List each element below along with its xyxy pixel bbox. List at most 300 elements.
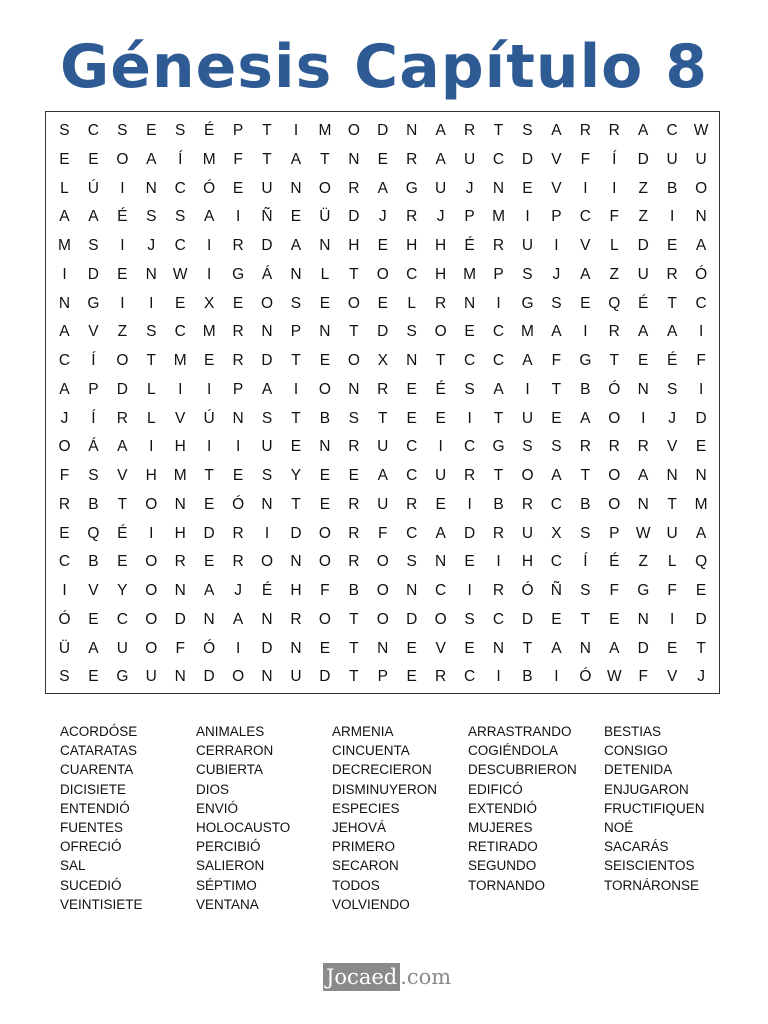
grid-letter[interactable]: N bbox=[348, 380, 360, 398]
grid-letter[interactable]: I bbox=[149, 438, 154, 456]
grid-letter[interactable]: E bbox=[175, 294, 186, 312]
grid-letter[interactable]: N bbox=[319, 323, 331, 341]
grid-letter[interactable]: S bbox=[261, 467, 273, 484]
grid-letter[interactable]: É bbox=[609, 553, 620, 571]
grid-letter[interactable]: B bbox=[522, 668, 533, 686]
grid-letter[interactable]: H bbox=[290, 582, 302, 599]
grid-letter[interactable]: P bbox=[493, 265, 504, 283]
grid-letter[interactable]: W bbox=[606, 668, 622, 686]
grid-letter[interactable]: C bbox=[174, 237, 186, 254]
grid-letter[interactable]: C bbox=[174, 323, 186, 341]
grid-letter[interactable]: D bbox=[203, 668, 215, 686]
grid-letter[interactable]: J bbox=[378, 208, 387, 226]
grid-letter[interactable]: E bbox=[59, 524, 70, 542]
grid-letter[interactable]: U bbox=[435, 179, 447, 197]
grid-letter[interactable]: N bbox=[637, 495, 649, 513]
grid-letter[interactable]: R bbox=[579, 438, 591, 456]
grid-letter[interactable]: E bbox=[406, 639, 417, 657]
grid-letter[interactable]: T bbox=[262, 122, 272, 139]
grid-letter[interactable]: A bbox=[551, 467, 562, 484]
grid-letter[interactable]: I bbox=[120, 237, 125, 254]
grid-letter[interactable]: B bbox=[88, 553, 99, 571]
grid-letter[interactable]: W bbox=[635, 524, 651, 542]
grid-letter[interactable]: A bbox=[435, 150, 446, 168]
grid-letter[interactable]: P bbox=[290, 323, 302, 341]
grid-letter[interactable]: T bbox=[320, 150, 330, 168]
grid-letter[interactable]: H bbox=[348, 237, 360, 254]
grid-letter[interactable]: V bbox=[88, 582, 99, 599]
grid-letter[interactable]: O bbox=[347, 352, 360, 369]
grid-letter[interactable]: T bbox=[435, 352, 446, 369]
grid-letter[interactable]: R bbox=[406, 495, 418, 513]
grid-letter[interactable]: F bbox=[696, 352, 706, 369]
grid-letter[interactable]: Ó bbox=[232, 495, 245, 513]
grid-letter[interactable]: C bbox=[406, 524, 418, 542]
grid-letter[interactable]: C bbox=[550, 495, 562, 513]
grid-letter[interactable]: V bbox=[551, 150, 562, 168]
grid-letter[interactable]: E bbox=[319, 639, 331, 657]
grid-letter[interactable]: N bbox=[348, 150, 360, 168]
grid-letter[interactable]: J bbox=[697, 668, 705, 686]
grid-letter[interactable]: B bbox=[88, 495, 99, 513]
grid-letter[interactable]: O bbox=[145, 495, 158, 513]
grid-letter[interactable]: I bbox=[525, 380, 530, 398]
grid-letter[interactable]: G bbox=[492, 438, 505, 456]
grid-letter[interactable]: E bbox=[203, 553, 215, 571]
grid-letter[interactable]: R bbox=[348, 553, 360, 571]
grid-letter[interactable]: H bbox=[521, 553, 534, 571]
grid-letter[interactable]: N bbox=[377, 639, 389, 657]
grid-letter[interactable]: O bbox=[145, 610, 158, 628]
grid-letter[interactable]: O bbox=[608, 495, 621, 513]
grid-letter[interactable]: T bbox=[493, 409, 504, 427]
grid-letter[interactable]: V bbox=[551, 179, 562, 197]
grid-letter[interactable]: I bbox=[235, 438, 241, 456]
grid-letter[interactable]: T bbox=[609, 352, 620, 369]
grid-letter[interactable]: V bbox=[175, 409, 186, 427]
grid-letter[interactable]: O bbox=[376, 610, 389, 628]
grid-letter[interactable]: F bbox=[59, 467, 70, 484]
grid-letter[interactable]: E bbox=[348, 467, 360, 484]
grid-letter[interactable]: C bbox=[550, 553, 562, 571]
grid-letter[interactable]: F bbox=[175, 639, 185, 657]
grid-letter[interactable]: D bbox=[174, 610, 186, 628]
grid-letter[interactable]: M bbox=[694, 495, 708, 513]
grid-letter[interactable]: F bbox=[667, 582, 677, 599]
grid-letter[interactable]: I bbox=[207, 237, 212, 254]
grid-letter[interactable]: D bbox=[348, 208, 360, 226]
grid-letter[interactable]: X bbox=[551, 524, 562, 542]
grid-letter[interactable]: A bbox=[522, 352, 533, 369]
grid-letter[interactable]: E bbox=[522, 179, 533, 197]
grid-letter[interactable]: É bbox=[117, 524, 128, 542]
grid-letter[interactable]: S bbox=[290, 294, 302, 312]
grid-letter[interactable]: U bbox=[695, 150, 707, 168]
grid-letter[interactable]: A bbox=[203, 582, 215, 599]
grid-letter[interactable]: U bbox=[290, 668, 302, 686]
grid-letter[interactable]: E bbox=[666, 639, 678, 657]
grid-letter[interactable]: N bbox=[492, 179, 505, 197]
grid-letter[interactable]: I bbox=[62, 265, 67, 283]
grid-letter[interactable]: N bbox=[261, 668, 273, 686]
grid-letter[interactable]: A bbox=[88, 208, 99, 226]
grid-letter[interactable]: X bbox=[203, 294, 215, 312]
grid-letter[interactable]: R bbox=[348, 179, 360, 197]
grid-letter[interactable]: C bbox=[406, 438, 418, 456]
grid-letter[interactable]: É bbox=[261, 582, 273, 599]
grid-letter[interactable]: E bbox=[406, 409, 417, 427]
grid-letter[interactable]: Í bbox=[178, 150, 183, 168]
grid-letter[interactable]: A bbox=[435, 524, 446, 542]
grid-letter[interactable]: É bbox=[117, 208, 128, 226]
grid-letter[interactable]: T bbox=[696, 639, 706, 657]
grid-letter[interactable]: R bbox=[608, 323, 620, 341]
grid-letter[interactable]: C bbox=[492, 610, 505, 628]
grid-letter[interactable]: F bbox=[638, 668, 648, 686]
grid-letter[interactable]: Q bbox=[695, 553, 708, 571]
grid-letter[interactable]: I bbox=[554, 237, 559, 254]
grid-letter[interactable]: S bbox=[464, 610, 475, 628]
grid-letter[interactable]: Ú bbox=[87, 179, 99, 197]
grid-letter[interactable]: I bbox=[467, 582, 472, 599]
grid-letter[interactable]: G bbox=[87, 294, 100, 312]
grid-letter[interactable]: U bbox=[261, 438, 273, 456]
grid-letter[interactable]: M bbox=[202, 150, 216, 168]
grid-letter[interactable]: I bbox=[207, 380, 212, 398]
grid-letter[interactable]: T bbox=[551, 380, 562, 398]
grid-letter[interactable]: R bbox=[435, 294, 447, 312]
grid-letter[interactable]: O bbox=[145, 582, 158, 599]
grid-letter[interactable]: D bbox=[290, 524, 302, 542]
grid-letter[interactable]: S bbox=[406, 553, 417, 571]
grid-letter[interactable]: A bbox=[59, 323, 70, 341]
grid-letter[interactable]: D bbox=[463, 524, 476, 542]
grid-letter[interactable]: N bbox=[406, 582, 418, 599]
grid-letter[interactable]: O bbox=[318, 553, 331, 571]
grid-letter[interactable]: S bbox=[666, 380, 678, 398]
grid-letter[interactable]: R bbox=[492, 237, 505, 254]
grid-letter[interactable]: A bbox=[695, 524, 707, 542]
grid-letter[interactable]: R bbox=[116, 409, 128, 427]
grid-letter[interactable]: A bbox=[580, 409, 591, 427]
grid-letter[interactable]: N bbox=[695, 467, 707, 484]
grid-letter[interactable]: E bbox=[377, 237, 388, 254]
grid-letter[interactable]: G bbox=[232, 265, 245, 283]
grid-letter[interactable]: E bbox=[203, 352, 215, 369]
grid-letter[interactable]: E bbox=[319, 495, 331, 513]
grid-letter[interactable]: T bbox=[522, 639, 533, 657]
grid-letter[interactable]: D bbox=[695, 409, 707, 427]
grid-letter[interactable]: T bbox=[117, 495, 128, 513]
grid-letter[interactable]: B bbox=[580, 495, 591, 513]
grid-letter[interactable]: Í bbox=[91, 352, 96, 369]
grid-letter[interactable]: Á bbox=[261, 265, 273, 283]
grid-letter[interactable]: Y bbox=[290, 467, 302, 484]
grid-letter[interactable]: Ó bbox=[203, 179, 216, 197]
grid-letter[interactable]: O bbox=[376, 582, 389, 599]
grid-letter[interactable]: N bbox=[261, 495, 273, 513]
grid-letter[interactable]: U bbox=[521, 237, 534, 254]
grid-letter[interactable]: A bbox=[551, 639, 562, 657]
grid-letter[interactable]: E bbox=[666, 237, 678, 254]
grid-letter[interactable]: N bbox=[695, 208, 707, 226]
grid-letter[interactable]: N bbox=[637, 380, 649, 398]
grid-letter[interactable]: S bbox=[88, 467, 99, 484]
grid-letter[interactable]: L bbox=[60, 179, 69, 197]
grid-letter[interactable]: Z bbox=[609, 265, 620, 283]
grid-letter[interactable]: D bbox=[695, 610, 707, 628]
grid-letter[interactable]: O bbox=[232, 668, 245, 686]
grid-letter[interactable]: Ó bbox=[608, 380, 621, 398]
grid-letter[interactable]: A bbox=[551, 323, 562, 341]
grid-letter[interactable]: H bbox=[145, 467, 157, 484]
grid-letter[interactable]: Ñ bbox=[550, 582, 562, 599]
grid-letter[interactable]: Z bbox=[117, 323, 128, 341]
grid-letter[interactable]: D bbox=[261, 352, 273, 369]
grid-letter[interactable]: N bbox=[174, 582, 186, 599]
grid-letter[interactable]: E bbox=[695, 582, 707, 599]
grid-letter[interactable]: I bbox=[496, 294, 501, 312]
grid-letter[interactable]: I bbox=[207, 265, 212, 283]
grid-letter[interactable]: Ó bbox=[58, 610, 71, 628]
grid-letter[interactable]: P bbox=[232, 380, 244, 398]
grid-letter[interactable]: R bbox=[58, 495, 71, 513]
grid-letter[interactable]: A bbox=[580, 265, 591, 283]
grid-letter[interactable]: M bbox=[202, 323, 216, 341]
grid-letter[interactable]: E bbox=[435, 495, 446, 513]
grid-letter[interactable]: D bbox=[319, 668, 331, 686]
grid-letter[interactable]: O bbox=[116, 352, 129, 369]
grid-letter[interactable]: N bbox=[319, 438, 331, 456]
grid-letter[interactable]: C bbox=[58, 352, 71, 369]
grid-letter[interactable]: R bbox=[463, 122, 476, 139]
grid-letter[interactable]: S bbox=[348, 409, 360, 427]
grid-letter[interactable]: R bbox=[348, 495, 360, 513]
grid-letter[interactable]: A bbox=[551, 122, 562, 139]
grid-letter[interactable]: D bbox=[261, 237, 273, 254]
grid-letter[interactable]: S bbox=[175, 122, 186, 139]
grid-letter[interactable]: S bbox=[551, 294, 562, 312]
grid-letter[interactable]: R bbox=[232, 323, 244, 341]
grid-letter[interactable]: R bbox=[492, 582, 505, 599]
grid-letter[interactable]: Q bbox=[608, 294, 621, 312]
grid-letter[interactable]: O bbox=[695, 179, 708, 197]
grid-letter[interactable]: R bbox=[232, 237, 244, 254]
grid-letter[interactable]: W bbox=[693, 122, 709, 139]
grid-letter[interactable]: A bbox=[117, 438, 128, 456]
grid-letter[interactable]: E bbox=[232, 294, 244, 312]
grid-letter[interactable]: E bbox=[464, 323, 475, 341]
grid-letter[interactable]: É bbox=[638, 294, 649, 312]
grid-letter[interactable]: T bbox=[146, 352, 157, 369]
grid-letter[interactable]: Í bbox=[91, 409, 96, 427]
grid-letter[interactable]: O bbox=[318, 179, 331, 197]
grid-letter[interactable]: L bbox=[146, 380, 156, 398]
grid-letter[interactable]: I bbox=[554, 668, 559, 686]
grid-letter[interactable]: N bbox=[290, 553, 302, 571]
grid-letter[interactable]: J bbox=[234, 582, 242, 599]
grid-letter[interactable]: E bbox=[290, 208, 302, 226]
site-logo[interactable] bbox=[323, 962, 451, 992]
grid-letter[interactable]: E bbox=[290, 438, 302, 456]
grid-letter[interactable]: V bbox=[117, 467, 128, 484]
grid-letter[interactable]: U bbox=[521, 524, 534, 542]
grid-letter[interactable]: R bbox=[348, 438, 360, 456]
grid-letter[interactable]: C bbox=[174, 179, 186, 197]
grid-letter[interactable]: E bbox=[464, 553, 475, 571]
grid-letter[interactable]: M bbox=[173, 352, 187, 369]
grid-letter[interactable]: E bbox=[464, 639, 475, 657]
grid-letter[interactable]: I bbox=[120, 179, 125, 197]
grid-letter[interactable]: E bbox=[203, 495, 215, 513]
grid-letter[interactable]: Í bbox=[612, 150, 617, 168]
grid-letter[interactable]: S bbox=[88, 237, 99, 254]
grid-letter[interactable]: I bbox=[149, 294, 154, 312]
grid-letter[interactable]: A bbox=[203, 208, 215, 226]
grid-letter[interactable]: A bbox=[290, 237, 302, 254]
grid-letter[interactable]: A bbox=[666, 323, 678, 341]
grid-letter[interactable]: G bbox=[637, 582, 650, 599]
grid-letter[interactable]: T bbox=[291, 352, 301, 369]
grid-letter[interactable]: I bbox=[235, 639, 241, 657]
grid-letter[interactable]: U bbox=[666, 150, 678, 168]
grid-letter[interactable]: R bbox=[521, 495, 534, 513]
grid-letter[interactable]: S bbox=[522, 122, 533, 139]
grid-letter[interactable]: M bbox=[58, 237, 71, 254]
grid-letter[interactable]: R bbox=[348, 524, 360, 542]
grid-letter[interactable]: V bbox=[666, 438, 678, 456]
grid-letter[interactable]: N bbox=[203, 610, 215, 628]
grid-letter[interactable]: R bbox=[608, 438, 620, 456]
grid-letter[interactable]: F bbox=[551, 352, 562, 369]
grid-letter[interactable]: H bbox=[174, 438, 186, 456]
grid-letter[interactable]: U bbox=[637, 265, 649, 283]
grid-letter[interactable]: D bbox=[637, 237, 649, 254]
grid-letter[interactable]: A bbox=[377, 467, 388, 484]
grid-letter[interactable]: A bbox=[290, 150, 302, 168]
grid-letter[interactable]: E bbox=[319, 294, 331, 312]
grid-letter[interactable]: N bbox=[174, 495, 186, 513]
grid-letter[interactable]: O bbox=[347, 122, 360, 139]
grid-letter[interactable]: E bbox=[232, 179, 244, 197]
grid-letter[interactable]: N bbox=[145, 179, 157, 197]
grid-letter[interactable]: D bbox=[521, 150, 534, 168]
grid-letter[interactable]: T bbox=[493, 467, 504, 484]
grid-letter[interactable]: E bbox=[580, 294, 591, 312]
grid-letter[interactable]: I bbox=[641, 409, 646, 427]
grid-letter[interactable]: I bbox=[670, 610, 675, 628]
grid-letter[interactable]: O bbox=[145, 639, 158, 657]
grid-letter[interactable]: O bbox=[608, 409, 621, 427]
grid-letter[interactable]: D bbox=[406, 610, 418, 628]
grid-letter[interactable]: R bbox=[637, 438, 649, 456]
grid-letter[interactable]: B bbox=[493, 495, 504, 513]
grid-letter[interactable]: J bbox=[436, 208, 445, 226]
grid-letter[interactable]: C bbox=[463, 438, 476, 456]
grid-letter[interactable]: I bbox=[207, 438, 212, 456]
grid-letter[interactable]: G bbox=[405, 179, 418, 197]
grid-letter[interactable]: O bbox=[608, 467, 621, 484]
grid-letter[interactable]: Q bbox=[87, 524, 100, 542]
grid-letter[interactable]: R bbox=[666, 265, 678, 283]
grid-letter[interactable]: N bbox=[58, 294, 71, 312]
grid-letter[interactable]: Ó bbox=[579, 668, 592, 686]
grid-letter[interactable]: C bbox=[463, 668, 476, 686]
grid-letter[interactable]: I bbox=[149, 524, 154, 542]
grid-letter[interactable]: L bbox=[146, 409, 156, 427]
grid-letter[interactable]: Ü bbox=[58, 639, 71, 657]
grid-letter[interactable]: O bbox=[521, 467, 534, 484]
grid-letter[interactable]: U bbox=[521, 409, 534, 427]
grid-letter[interactable]: C bbox=[492, 150, 505, 168]
grid-letter[interactable]: Z bbox=[638, 208, 648, 226]
grid-letter[interactable]: A bbox=[59, 380, 70, 398]
grid-letter[interactable]: S bbox=[146, 208, 157, 226]
grid-letter[interactable]: X bbox=[377, 352, 388, 369]
grid-letter[interactable]: R bbox=[174, 553, 186, 571]
grid-letter[interactable]: S bbox=[406, 323, 417, 341]
grid-letter[interactable]: A bbox=[638, 323, 649, 341]
grid-letter[interactable]: D bbox=[203, 524, 215, 542]
grid-letter[interactable]: C bbox=[695, 294, 707, 312]
grid-letter[interactable]: E bbox=[88, 668, 99, 686]
grid-letter[interactable]: I bbox=[467, 409, 472, 427]
grid-letter[interactable]: É bbox=[435, 380, 446, 398]
grid-letter[interactable]: S bbox=[175, 208, 186, 226]
grid-letter[interactable]: L bbox=[609, 237, 619, 254]
grid-letter[interactable]: T bbox=[378, 409, 388, 427]
grid-letter[interactable]: V bbox=[88, 323, 99, 341]
grid-letter[interactable]: I bbox=[612, 179, 617, 197]
grid-letter[interactable]: T bbox=[349, 639, 359, 657]
grid-letter[interactable]: I bbox=[120, 294, 125, 312]
grid-letter[interactable]: E bbox=[117, 553, 128, 571]
grid-letter[interactable]: D bbox=[87, 265, 99, 283]
grid-letter[interactable]: M bbox=[463, 265, 477, 283]
grid-letter[interactable]: S bbox=[146, 323, 157, 341]
grid-letter[interactable]: U bbox=[377, 495, 389, 513]
grid-letter[interactable]: N bbox=[435, 553, 447, 571]
grid-letter[interactable]: U bbox=[116, 639, 128, 657]
grid-letter[interactable]: E bbox=[435, 409, 446, 427]
grid-letter[interactable]: P bbox=[88, 380, 99, 398]
grid-letter[interactable]: D bbox=[261, 639, 273, 657]
grid-letter[interactable]: E bbox=[695, 438, 707, 456]
grid-letter[interactable]: N bbox=[637, 610, 649, 628]
grid-letter[interactable]: S bbox=[117, 122, 128, 139]
grid-letter[interactable]: H bbox=[435, 237, 447, 254]
grid-letter[interactable]: I bbox=[698, 323, 704, 341]
grid-letter[interactable]: É bbox=[464, 237, 475, 254]
grid-letter[interactable]: B bbox=[580, 380, 591, 398]
grid-letter[interactable]: T bbox=[204, 467, 214, 484]
grid-letter[interactable]: O bbox=[145, 553, 158, 571]
grid-letter[interactable]: S bbox=[59, 122, 70, 139]
grid-letter[interactable]: G bbox=[116, 668, 129, 686]
grid-letter[interactable]: C bbox=[406, 265, 418, 283]
grid-letter[interactable]: É bbox=[203, 122, 215, 139]
grid-letter[interactable]: N bbox=[579, 639, 591, 657]
grid-letter[interactable]: L bbox=[667, 553, 677, 571]
grid-letter[interactable]: P bbox=[464, 208, 475, 226]
grid-letter[interactable]: J bbox=[552, 265, 561, 283]
grid-letter[interactable]: N bbox=[261, 610, 273, 628]
grid-letter[interactable]: Í bbox=[583, 553, 588, 571]
grid-letter[interactable]: J bbox=[465, 179, 474, 197]
grid-letter[interactable]: V bbox=[666, 668, 678, 686]
grid-letter[interactable]: C bbox=[435, 582, 447, 599]
grid-letter[interactable]: N bbox=[492, 639, 505, 657]
